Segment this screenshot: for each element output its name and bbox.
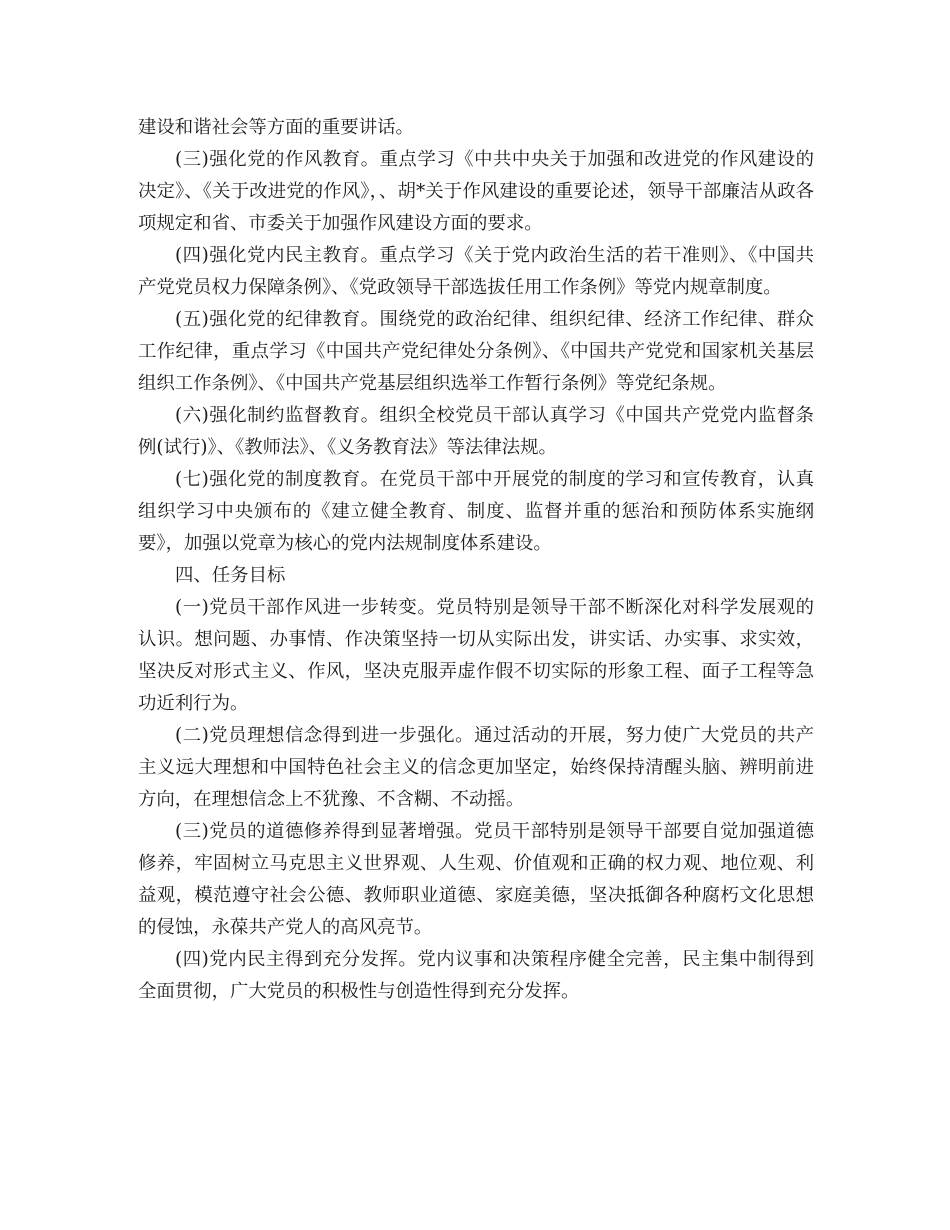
paragraph-goal-3: (三)党员的道德修养得到显著增强。党员干部特别是领导干部要自觉加强道德修养，牢固树立马克思主义世界观、人生观、价值观和正确的权力观、地位观、利益观，模范遵守社会公德、教师职业道德、家庭美德，坚决抵御各种腐朽文化思想的侵蚀，永葆共产党人的高风亮节。 [138,821,814,938]
paragraph-goal-4: (四)党内民主得到充分发挥。党内议事和决策程序健全完善，民主集中制得到全面贯彻，广大党员的积极性与创造性得到充分发挥。 [138,949,814,1002]
paragraph-system-education: (七)强化党的制度教育。在党员干部中开展党的制度的学习和宣传教育，认真组织学习中央颁布的《建立健全教育、制度、监督并重的惩治和预防体系实施纲要》，加强以党章为核心的党内法规制度体系建设。 [138,469,814,554]
paragraph-supervision-education: (六)强化制约监督教育。组织全校党员干部认真学习《中国共产党党内监督条例(试行)》、《教师法》、《义务教育法》等法律法规。 [138,405,814,458]
paragraph-discipline-education: (五)强化党的纪律教育。围绕党的政治纪律、组织纪律、经济工作纪律、群众工作纪律，重点学习《中国共产党纪律处分条例》、《中国共产党党和国家机关基层组织工作条例》、《中国共产党基层组织选举工作暂行条例》等党纪条规。 [138,309,814,394]
section-heading-task-goals: 四、任务目标 [175,565,286,586]
paragraph-style-education: (三)强化党的作风教育。重点学习《中共中央关于加强和改进党的作风建设的决定》、《关于改进党的作风》，、胡*关于作风建设的重要论述，领导干部廉洁从政各项规定和省、市委关于加强作风建设方面的要求。 [138,149,814,234]
paragraph-goal-1: (一)党员干部作风进一步转变。党员特别是领导干部不断深化对科学发展观的认识。想问题、办事情、作决策坚持一切从实际出发，讲实话、办实事、求实效，坚决反对形式主义、作风，坚决克服弄虚作假不切实际的形象工程、面子工程等急功近利行为。 [138,597,814,714]
paragraph-goal-2: (二)党员理想信念得到进一步强化。通过活动的开展，努力使广大党员的共产主义远大理想和中国特色社会主义的信念更加坚定，始终保持清醒头脑、辨明前进方向，在理想信念上不犹豫、不含糊、不动摇。 [138,725,814,810]
paragraph-continued: 建设和谐社会等方面的重要讲话。 [138,117,414,138]
document-body [138,112,814,1008]
paragraph-democracy-education: (四)强化党内民主教育。重点学习《关于党内政治生活的若干准则》、《中国共产党党员权力保障条例》、《党政领导干部选拔任用工作条例》等党内规章制度。 [138,245,814,298]
